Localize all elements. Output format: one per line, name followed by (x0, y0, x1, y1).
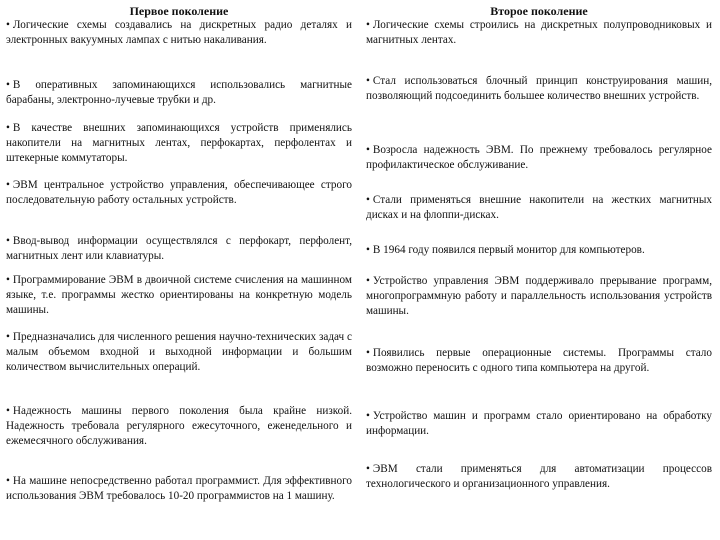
second-gen-item: • Логические схемы строились на дискретных полупроводниковых и магнитных лентах. (366, 19, 712, 46)
second-gen-item: • Стал использоваться блочный принцип конструирования машин, позволяющий подсоединить большее количество внешних устройств. (366, 75, 712, 102)
second-gen-item: • В 1964 году появился первый монитор для компьютеров. (366, 244, 645, 256)
first-gen-item: • Логические схемы создавались на дискретных радио деталях и электронных вакуумных лампах с нитью накаливания. (6, 19, 352, 46)
second-generation-column (366, 4, 712, 490)
second-gen-item: • Возросла надежность ЭВМ. По прежнему требовалось регулярное профилактическое обслуживание. (366, 144, 712, 171)
first-gen-item: • Предназначались для численного решения научно-технических задач с малым объемом входной и выходной информации и большим количеством вычислительных операций. (6, 331, 352, 373)
second-gen-item: • Устройство управления ЭВМ поддерживало прерывание программ, многопрограммную работу и параллельность использования устройств машины. (366, 275, 712, 317)
first-generation-heading: Первое поколение (129, 4, 229, 18)
first-gen-item: • В качестве внешних запоминающихся устройств применялись накопители на магнитных лентах, перфокартах, перфолентах и штекерные коммутаторы. (6, 122, 352, 164)
second-gen-item: • ЭВМ стали применяться для автоматизации процессов технологического и организационного управления. (366, 463, 712, 490)
first-gen-item: • Надежность машины первого поколения была крайне низкой. Надежность требовала регулярного ежесуточного, еженедельного и ежемесячного обслуживания. (6, 405, 352, 447)
first-gen-item: • На машине непосредственно работал программист. Для эффективного использования ЭВМ требовалось 10-20 программистов на 1 машину. (6, 475, 352, 502)
second-generation-heading: Второе поколение (490, 4, 588, 18)
second-gen-item: • Стали применяться внешние накопители на жестких магнитных дисках и на флоппи-дисках. (366, 194, 712, 221)
first-gen-item: • Программирование ЭВМ в двоичной системе счисления на машинном языке, т.е. программы жестко ориентированы на конкретную модель машины. (6, 274, 352, 316)
first-gen-item: • ЭВМ центральное устройство управления, обеспечивающее строго последовательную работу остальных устройств. (6, 179, 352, 206)
first-generation-column (6, 4, 352, 502)
first-gen-item: • В оперативных запоминающихся использовались магнитные барабаны, электронно-лучевые трубки и др. (6, 79, 352, 106)
second-gen-item: • Устройство машин и программ стало ориентировано на обработку информации. (366, 410, 712, 437)
second-gen-item: • Появились первые операционные системы. Программы стало возможно переносить с одного типа компьютера на другой. (366, 347, 712, 374)
first-gen-item: • Ввод-вывод информации осуществлялся с перфокарт, перфолент, магнитных лент или клавиатуры. (6, 235, 352, 262)
